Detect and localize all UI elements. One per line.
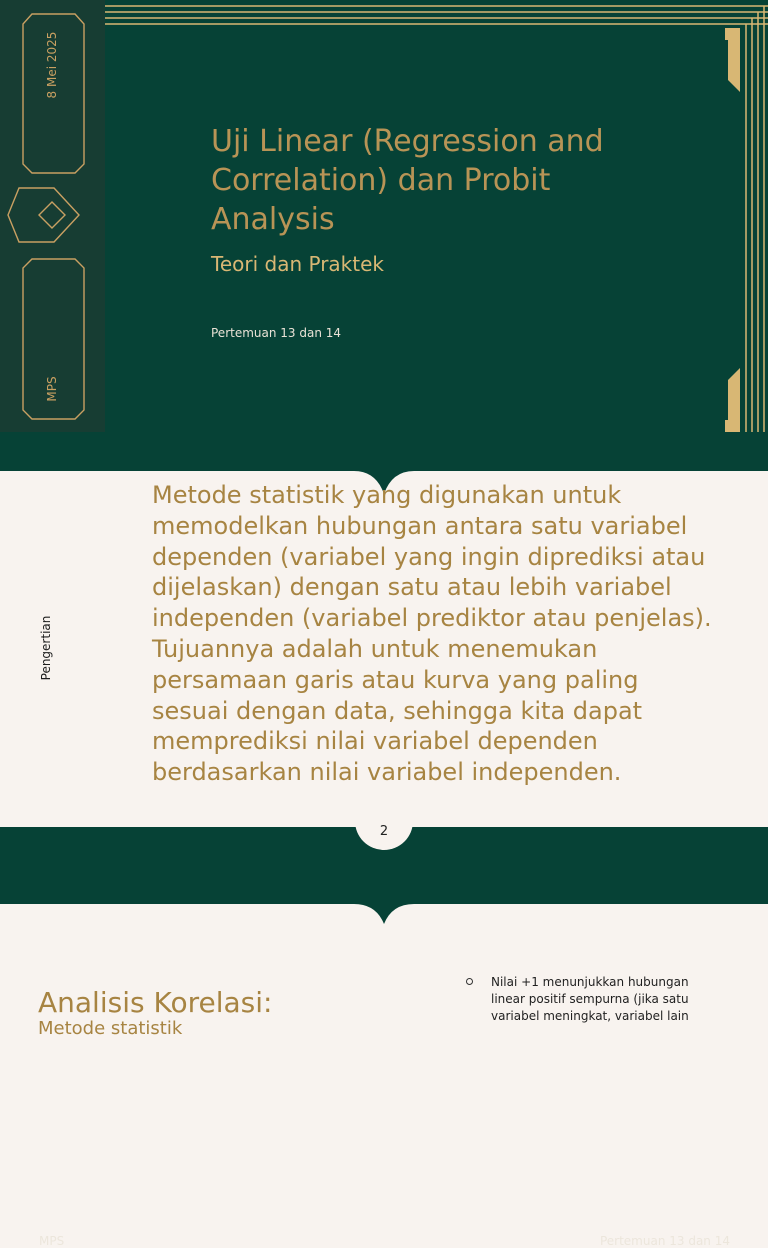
slide-subtitle: Teori dan Praktek	[211, 252, 384, 276]
list-bullet-icon	[466, 978, 473, 985]
title-slide	[0, 0, 768, 432]
section-label: Pengertian	[39, 615, 53, 681]
left-sidebar	[0, 0, 105, 432]
definition-paragraph: Metode statistik yang digunakan untuk memodelkan hubungan antara satu variabel dependen (variabel yang ingin diprediksi atau dijelaskan) dengan satu atau lebih variabel independen (variabel prediktor atau penjelas). Tujuannya adalah untuk menemukan persamaan garis atau kurva yang paling sesuai dengan data, sehingga kita dapat memprediksi nilai variabel dependen berdasarkan nilai variabel independen.	[152, 481, 712, 787]
sidebar-author: MPS	[45, 376, 59, 402]
list-item	[466, 974, 716, 1025]
footer-author: MPS	[39, 1234, 65, 1248]
slide-note: Pertemuan 13 dan 14	[211, 326, 342, 340]
bullet-list	[466, 974, 716, 1025]
top-band	[0, 432, 768, 471]
slide-title: Uji Linear (Regression and Correlation) dan Probit Analysis	[211, 124, 604, 237]
band-notch	[354, 904, 414, 930]
correlation-slide	[0, 904, 768, 1039]
page-number: 2	[379, 824, 389, 839]
section-subheading: Metode statistik	[38, 1018, 183, 1039]
section-heading: Analisis Korelasi:	[38, 986, 273, 1019]
footer-note: Pertemuan 13 dan 14	[599, 1234, 730, 1248]
slide-date: 8 Mei 2025	[45, 31, 59, 99]
list-item-text: Nilai +1 menunjukkan hubungan linear positif sempurna (jika satu variabel meningkat, variabel lain	[491, 975, 689, 1023]
